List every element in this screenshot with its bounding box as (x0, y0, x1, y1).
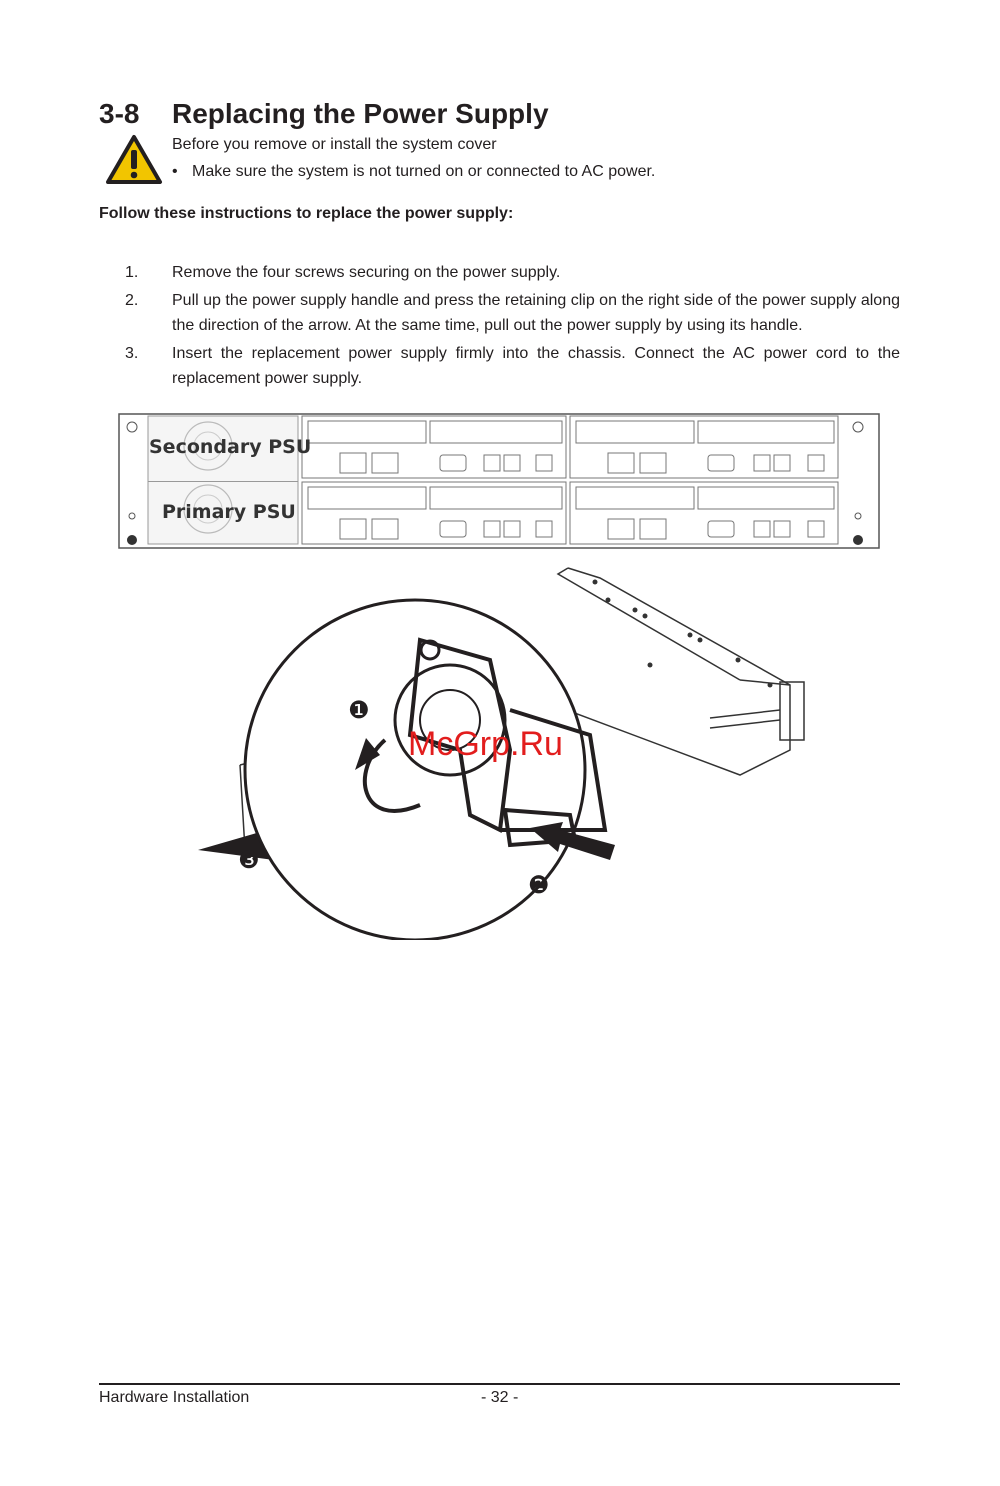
step-number: 1. (125, 264, 139, 281)
footer-rule (99, 1383, 900, 1385)
secondary-psu-label: Secondary PSU (149, 436, 312, 458)
step-item (99, 288, 900, 338)
watermark-text: McGrp.Ru (408, 725, 563, 763)
step-text: Pull up the power supply handle and press the retaining clip on the right side of the power supply along the direction of the arrow. At the same time, pull out the power supply by using its handle. (172, 292, 900, 334)
warning-triangle-icon (105, 134, 163, 186)
footer-section-name: Hardware Installation (99, 1389, 250, 1406)
section-number: 3-8 (99, 98, 140, 129)
caution-lead-text: Before you remove or install the system cover (172, 136, 497, 153)
instructions-heading: Follow these instructions to replace the power supply: (99, 205, 514, 222)
primary-psu-label: Primary PSU (162, 501, 296, 523)
callout-2: ❷ (528, 871, 550, 899)
caution-bullet-text: Make sure the system is not turned on or connected to AC power. (192, 163, 656, 180)
callout-1: ❶ (348, 696, 370, 724)
section-title: Replacing the Power Supply (172, 98, 549, 129)
callout-3: ❸ (238, 846, 260, 874)
step-number: 3. (125, 345, 139, 362)
step-text: Remove the four screws securing on the power supply. (172, 264, 561, 281)
steps-list (99, 260, 900, 394)
step-text: Insert the replacement power supply firmly into the chassis. Connect the AC power cord to the replacement power supply. (172, 345, 900, 387)
step-number: 2. (125, 292, 139, 309)
caution-bullet: • Make sure the system is not turned on or connected to AC power. (172, 163, 656, 180)
step-item (99, 341, 900, 391)
step-item (99, 260, 900, 285)
rear-panel-figure (118, 413, 880, 549)
footer-page-number: - 32 - (481, 1389, 519, 1406)
